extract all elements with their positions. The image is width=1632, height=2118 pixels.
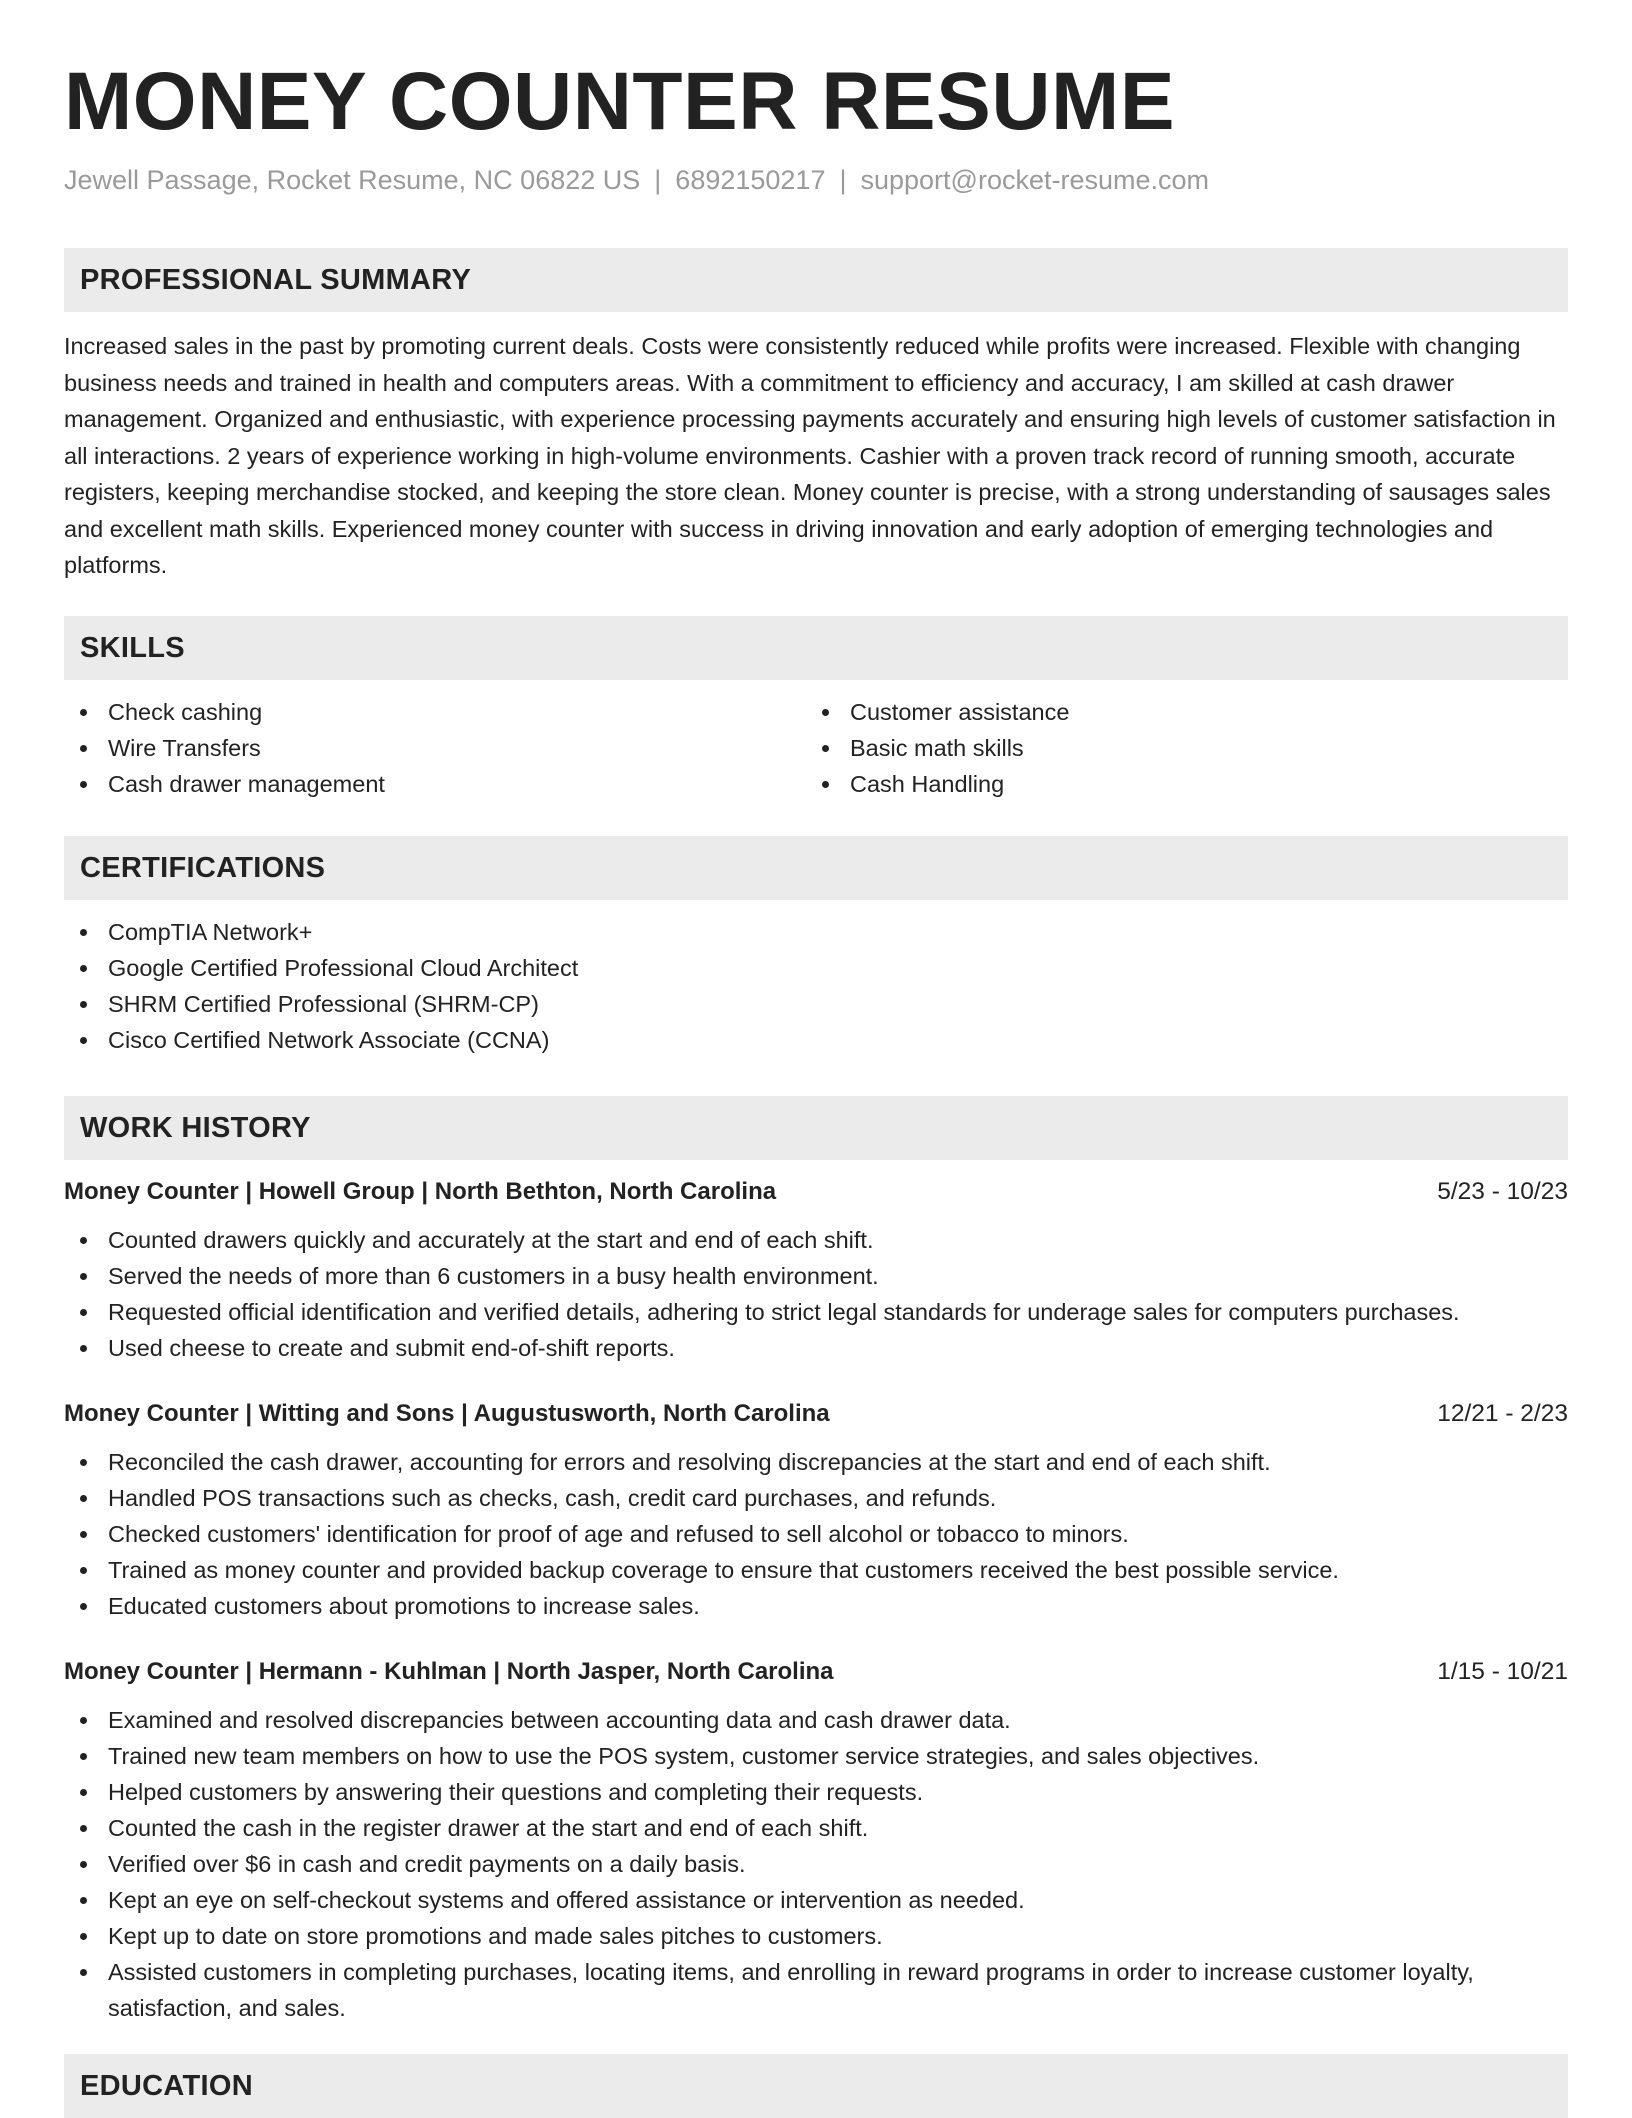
job-bullet: Verified over $6 in cash and credit payments on a daily basis. bbox=[64, 1846, 1568, 1882]
job-bullets bbox=[64, 1222, 1568, 1366]
job-title: Money Counter | Howell Group | North Bethton, North Carolina bbox=[64, 1177, 777, 1205]
job-entry bbox=[64, 1652, 1568, 2026]
skill-item: Basic math skills bbox=[806, 730, 1548, 766]
page-title: MONEY COUNTER RESUME bbox=[64, 56, 1176, 147]
job-title: Money Counter | Hermann - Kuhlman | North Jasper, North Carolina bbox=[64, 1657, 834, 1685]
section-heading-certifications: CERTIFICATIONS bbox=[64, 836, 1568, 900]
skills-column-right bbox=[806, 694, 1548, 802]
job-bullet: Educated customers about promotions to increase sales. bbox=[64, 1588, 1568, 1624]
summary-text: Increased sales in the past by promoting current deals. Costs were consistently reduced while profits were increased. Flexible with changing business needs and trained in health and computers areas. With a commitment to efficiency and accuracy, I am skilled at cash drawer management. Organized and enthusiastic, with experience processing payments accurately and ensuring high levels of customer satisfaction in all interactions. 2 years of experience working in high-volume environments. Cashier with a proven track record of running smooth, accurate registers, keeping merchandise stocked, and keeping the store clean. Money counter is precise, with a strong understanding of sausages sales and excellent math skills. Experienced money counter with success in driving innovation and early adoption of emerging technologies and platforms. bbox=[64, 333, 1556, 578]
job-bullet: Helped customers by answering their questions and completing their requests. bbox=[64, 1774, 1568, 1810]
certification-item: SHRM Certified Professional (SHRM-CP) bbox=[64, 986, 1568, 1022]
section-heading-education: EDUCATION bbox=[64, 2054, 1568, 2118]
contact-separator: | bbox=[839, 165, 847, 195]
job-bullet: Requested official identification and verified details, adhering to strict legal standards for underage sales for computers purchases. bbox=[64, 1294, 1568, 1330]
skill-item: Customer assistance bbox=[806, 694, 1548, 730]
job-bullet: Kept up to date on store promotions and made sales pitches to customers. bbox=[64, 1918, 1568, 1954]
job-bullet: Trained as money counter and provided backup coverage to ensure that customers received the best possible service. bbox=[64, 1552, 1568, 1588]
job-bullet: Used cheese to create and submit end-of-shift reports. bbox=[64, 1330, 1568, 1366]
certifications-list bbox=[64, 914, 1568, 1058]
section-heading-summary: PROFESSIONAL SUMMARY bbox=[64, 248, 1568, 312]
certification-item: Google Certified Professional Cloud Architect bbox=[64, 950, 1568, 986]
contact-separator: | bbox=[654, 165, 662, 195]
job-header bbox=[64, 1652, 1568, 1692]
job-dates: 5/23 - 10/23 bbox=[1437, 1177, 1568, 1205]
job-bullet: Handled POS transactions such as checks, cash, credit card purchases, and refunds. bbox=[64, 1480, 1568, 1516]
job-header bbox=[64, 1394, 1568, 1434]
job-bullet: Trained new team members on how to use the POS system, customer service strategies, and sales objectives. bbox=[64, 1738, 1568, 1774]
certification-item: Cisco Certified Network Associate (CCNA) bbox=[64, 1022, 1568, 1058]
job-bullet: Assisted customers in completing purchases, locating items, and enrolling in reward programs in order to increase customer loyalty, satisfaction, and sales. bbox=[64, 1954, 1568, 2026]
skills-list bbox=[64, 694, 1568, 802]
skill-item: Check cashing bbox=[64, 694, 806, 730]
skills-column-left bbox=[64, 694, 806, 802]
resume-page bbox=[64, 0, 1568, 2118]
contact-phone: 6892150217 bbox=[675, 165, 826, 195]
section-heading-skills: SKILLS bbox=[64, 616, 1568, 680]
job-dates: 1/15 - 10/21 bbox=[1437, 1657, 1568, 1685]
job-bullet: Served the needs of more than 6 customers in a busy health environment. bbox=[64, 1258, 1568, 1294]
job-entry bbox=[64, 1394, 1568, 1624]
section-heading-work-history: WORK HISTORY bbox=[64, 1096, 1568, 1160]
job-bullet: Examined and resolved discrepancies between accounting data and cash drawer data. bbox=[64, 1702, 1568, 1738]
job-entry bbox=[64, 1172, 1568, 1366]
skill-item: Cash drawer management bbox=[64, 766, 806, 802]
contact-email: support@rocket-resume.com bbox=[860, 165, 1210, 195]
certification-item: CompTIA Network+ bbox=[64, 914, 1568, 950]
skill-item: Cash Handling bbox=[806, 766, 1548, 802]
job-title: Money Counter | Witting and Sons | Augustusworth, North Carolina bbox=[64, 1399, 830, 1427]
skill-item: Wire Transfers bbox=[64, 730, 806, 766]
job-bullet: Checked customers' identification for proof of age and refused to sell alcohol or tobacco to minors. bbox=[64, 1516, 1568, 1552]
job-dates: 12/21 - 2/23 bbox=[1437, 1399, 1568, 1427]
job-bullets bbox=[64, 1702, 1568, 2026]
job-bullet: Kept an eye on self-checkout systems and offered assistance or intervention as needed. bbox=[64, 1882, 1568, 1918]
job-header bbox=[64, 1172, 1568, 1212]
job-bullet: Counted the cash in the register drawer at the start and end of each shift. bbox=[64, 1810, 1568, 1846]
contact-address: Jewell Passage, Rocket Resume, NC 06822 US bbox=[64, 165, 641, 195]
job-bullet: Reconciled the cash drawer, accounting for errors and resolving discrepancies at the start and end of each shift. bbox=[64, 1444, 1568, 1480]
contact-line bbox=[64, 162, 1568, 198]
job-bullet: Counted drawers quickly and accurately at the start and end of each shift. bbox=[64, 1222, 1568, 1258]
job-bullets bbox=[64, 1444, 1568, 1624]
